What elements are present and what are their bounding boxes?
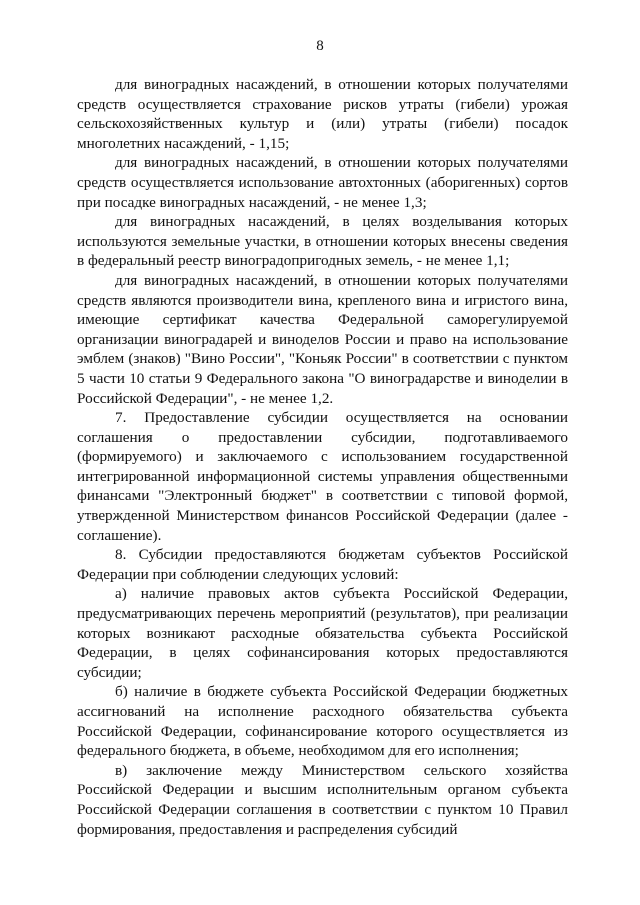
paragraph-item-8a: а) наличие правовых актов субъекта Российской Федерации, предусматривающих перечень мероприятий (результатов), при реализации которых возникают расходные обязательства субъекта Российской Федерации, в целях софинансирования которых предоставляются субсидии; bbox=[77, 585, 568, 681]
paragraph-item-7: 7. Предоставление субсидии осуществляется на основании соглашения о предоставлении субсидии, подготавливаемого (формируемого) и заключаемого с использованием государственной интегрированной информационной системы управления общественными финансами "Электронный бюджет" в соответствии с типовой формой, утвержденной Министерством финансов Российской Федерации (далее - соглашение). bbox=[77, 409, 568, 544]
paragraph-item-8: 8. Субсидии предоставляются бюджетам субъектов Российской Федерации при соблюдении следующих условий: bbox=[77, 546, 568, 583]
paragraph-item-8b: б) наличие в бюджете субъекта Российской Федерации бюджетных ассигнований на исполнение расходного обязательства субъекта Российской Федерации, софинансирование которого осуществляется из федерального бюджета, в объеме, необходимом для его исполнения; bbox=[77, 683, 568, 760]
paragraph-item-8v: в) заключение между Министерством сельского хозяйства Российской Федерации и высшим исполнительным органом субъекта Российской Федерации соглашения в соответствии с пунктом 10 Правил формирования, предоставления и распределения субсидий bbox=[77, 761, 568, 838]
paragraph-coefficient-autochthonous: для виноградных насаждений, в отношении которых получателями средств осуществляется использование автохтонных (аборигенных) сортов при посадке виноградных насаждений, - не менее 1,3; bbox=[77, 154, 568, 211]
document-body bbox=[77, 75, 568, 839]
page-number: 8 bbox=[316, 38, 324, 54]
paragraph-coefficient-insurance: для виноградных насаждений, в отношении которых получателями средств осуществляется страхование рисков утраты (гибели) урожая сельскохозяйственных культур и (или) утраты (гибели) посадок многолетних насаждений, - 1,15; bbox=[77, 76, 568, 152]
paragraph-coefficient-registry: для виноградных насаждений, в целях возделывания которых используются земельные участки, в отношении которых внесены сведения в федеральный реестр виноградопригодных земель, - не менее 1,1; bbox=[77, 213, 568, 270]
paragraph-coefficient-certificate: для виноградных насаждений, в отношении которых получателями средств являются производители вина, крепленого вина и игристого вина, имеющие сертификат качества Федеральной саморегулируемой организации виноградарей и виноделов России и право на использование эмблем (знаков) "Вино России", "Коньяк России" в соответствии с пунктом 5 части 10 статьи 9 Федерального закона "О виноградарстве и виноделии в Российской Федерации", - не менее 1,2. bbox=[77, 271, 568, 407]
